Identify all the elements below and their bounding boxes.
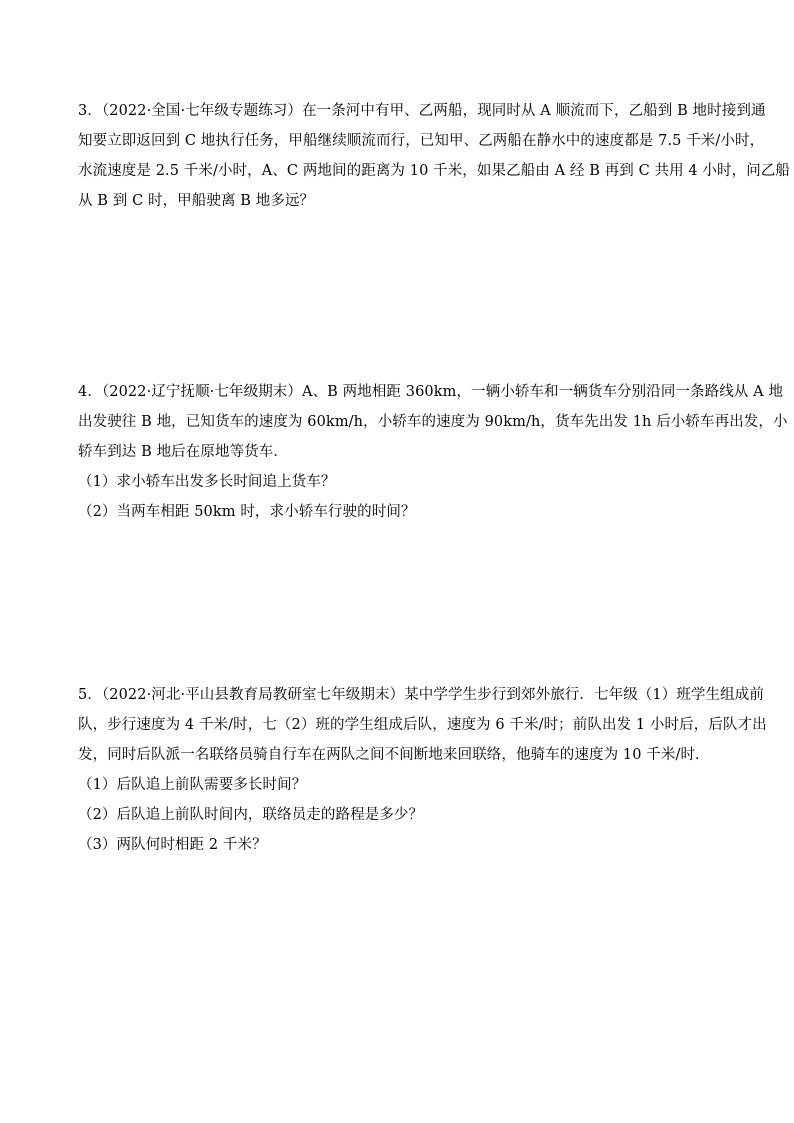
problem-5-question-3: （3）两队何时相距 2 千米？ bbox=[78, 837, 267, 853]
problem-5-line-2: 队，步行速度为 4 千米/时，七（2）班的学生组成后队，速度为 6 千米/时；前队出发 1 小时后，后队才出 bbox=[78, 717, 767, 733]
problem-4-line-1: 4．（2022·辽宁抚顺·七年级期末）A、B 两地相距 360km，一辆小轿车和一辆货车分别沿同一条路线从 A 地 bbox=[78, 384, 784, 400]
problem-4-question-1: （1）求小轿车出发多长时间追上货车？ bbox=[78, 474, 336, 490]
problem-3-line-3: 水流速度是 2.5 千米/小时，A、C 两地间的距离为 10 千米，如果乙船由 A 经 B 再到 C 共用 4 小时，问乙船 bbox=[78, 163, 791, 179]
problem-4-line-2: 出发驶往 B 地，已知货车的速度为 60km/h，小轿车的速度为 90km/h，货车先出发 1h 后小轿车再出发，小 bbox=[78, 414, 788, 430]
problem-5-line-1: 5．（2022·河北·平山县教育局教研室七年级期末）某中学学生步行到郊外旅行．七年级（1）班学生组成前 bbox=[78, 687, 764, 703]
problem-3 bbox=[78, 96, 791, 216]
problem-5-question-1: （1）后队追上前队需要多长时间？ bbox=[78, 777, 307, 793]
problem-3-line-4: 从 B 到 C 时，甲船驶离 B 地多远？ bbox=[78, 193, 315, 209]
problem-4 bbox=[78, 377, 788, 527]
problem-3-line-1: 3．（2022·全国·七年级专题练习）在一条河中有甲、乙两船，现同时从 A 顺流而下，乙船到 B 地时接到通 bbox=[78, 103, 766, 119]
problem-5 bbox=[78, 680, 767, 860]
problem-4-question-2: （2）当两车相距 50km 时，求小轿车行驶的时间？ bbox=[78, 504, 416, 520]
problem-3-line-2: 知要立即返回到 C 地执行任务，甲船继续顺流而行，已知甲、乙两船在静水中的速度都是 7.5 千米/小时， bbox=[78, 133, 765, 149]
problem-5-question-2: （2）后队追上前队时间内，联络员走的路程是多少？ bbox=[78, 807, 424, 823]
problem-4-line-3: 轿车到达 B 地后在原地等货车． bbox=[78, 444, 288, 460]
problem-5-line-3: 发，同时后队派一名联络员骑自行车在两队之间不间断地来回联络，他骑车的速度为 10 千米/时． bbox=[78, 747, 710, 763]
